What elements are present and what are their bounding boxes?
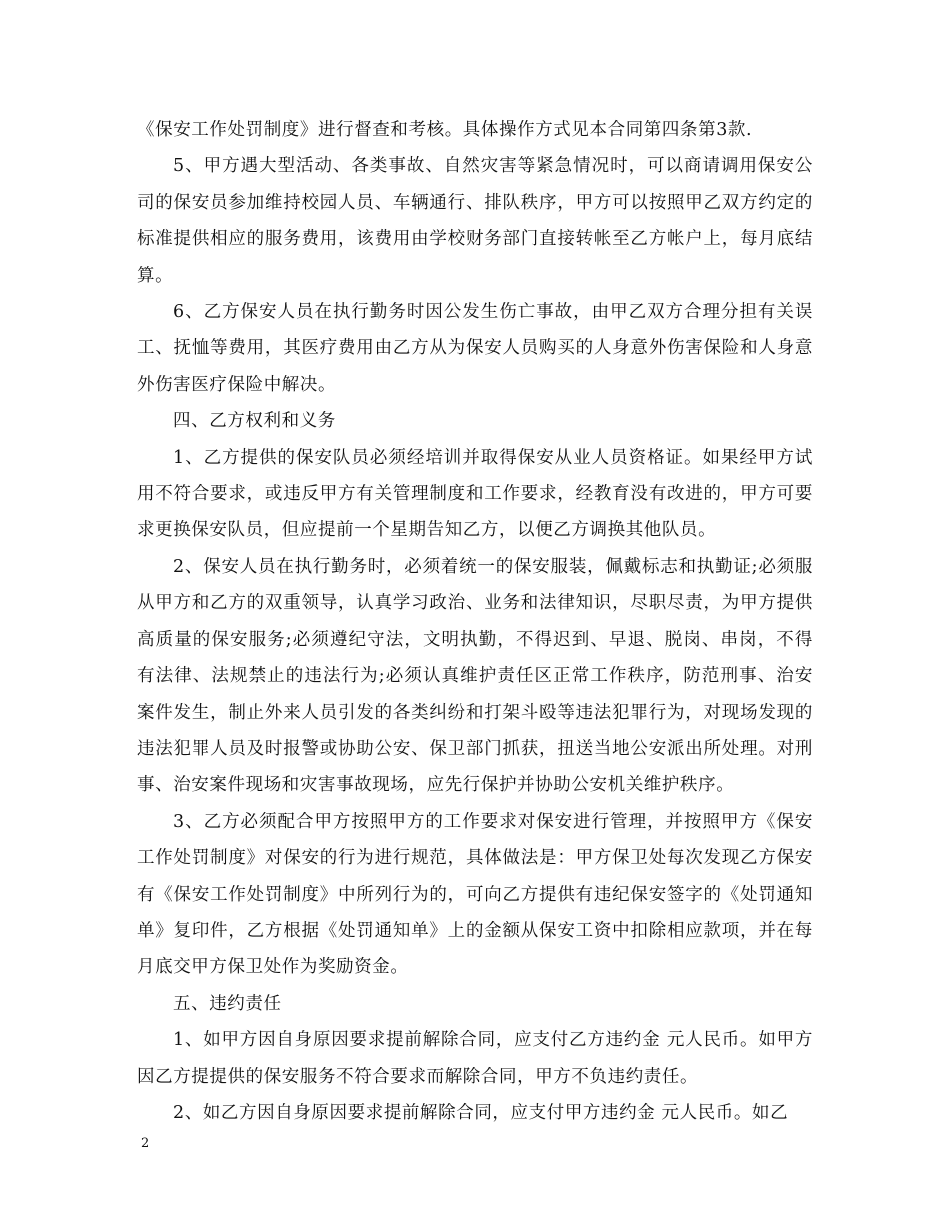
paragraph-clause-6: 6、乙方保安人员在执行勤务时因公发生伤亡事故，由甲乙双方合理分担有关误工、抚恤等费用，其医疗费用由乙方从为保安人员购买的人身意外伤害保险和人身意外伤害医疗保险中解决。 bbox=[137, 302, 813, 395]
document-body bbox=[137, 112, 813, 1131]
paragraph-section-4-clause-2: 2、保安人员在执行勤务时，必须着统一的保安服装，佩戴标志和执勤证;必须服从甲方和乙方的双重领导，认真学习政治、业务和法律知识，尽职尽责，为甲方提供高质量的保安服务;必须遵纪守法，文明执勤，不得迟到、早退、脱岗、串岗，不得有法律、法规禁止的违法行为;必须认真维护责任区正常工作秩序，防范刑事、治安案件发生，制止外来人员引发的各类纠纷和打架斗殴等违法犯罪行为，对现场发现的违法犯罪人员及时报警或协助公安、保卫部门抓获，扭送当地公安派出所处理。对刑事、治安案件现场和灾害事故现场，应先行保护并协助公安机关维护秩序。 bbox=[137, 556, 813, 796]
paragraph-section-5-clause-2: 2、如乙方因自身原因要求提前解除合同，应支付甲方违约金 元人民币。如乙 bbox=[173, 1102, 789, 1123]
paragraph-section-4-clause-1: 1、乙方提供的保安队员必须经培训并取得保安从业人员资格证。如果经甲方试用不符合要求，或违反甲方有关管理制度和工作要求，经教育没有改进的，甲方可要求更换保安队员，但应提前一个星期告知乙方，以便乙方调换其他队员。 bbox=[137, 447, 813, 541]
paragraph-section-5-clause-1: 1、如甲方因自身原因要求提前解除合同，应支付乙方违约金 元人民币。如甲方因乙方提提供的保安服务不符合要求而解除合同，甲方不负违约责任。 bbox=[137, 1030, 813, 1087]
paragraph-section-4-clause-3: 3、乙方必须配合甲方按照甲方的工作要求对保安进行管理，并按照甲方《保安工作处罚制度》对保安的行为进行规范，具体做法是：甲方保卫处每次发现乙方保安有《保安工作处罚制度》中所列行为的，可向乙方提供有违纪保安签字的《处罚通知单》复印件，乙方根据《处罚通知单》上的金额从保安工资中扣除相应款项，并在每月底交甲方保卫处作为奖励资金。 bbox=[137, 811, 813, 978]
section-heading-4: 四、乙方权利和义务 bbox=[173, 411, 336, 432]
page-number: 2 bbox=[141, 1136, 150, 1151]
section-heading-5: 五、违约责任 bbox=[173, 993, 282, 1014]
paragraph-1: 《保安工作处罚制度》进行督查和考核。具体操作方式见本合同第四条第3款. bbox=[137, 120, 753, 140]
paragraph-clause-5: 5、甲方遇大型活动、各类事故、自然灾害等紧急情况时，可以商请调用保安公司的保安员参加维持校园人员、车辆通行、排队秩序，甲方可以按照甲乙双方约定的标准提供相应的服务费用，该费用由学校财务部门直接转帐至乙方帐户上，每月底结算。 bbox=[137, 156, 813, 286]
